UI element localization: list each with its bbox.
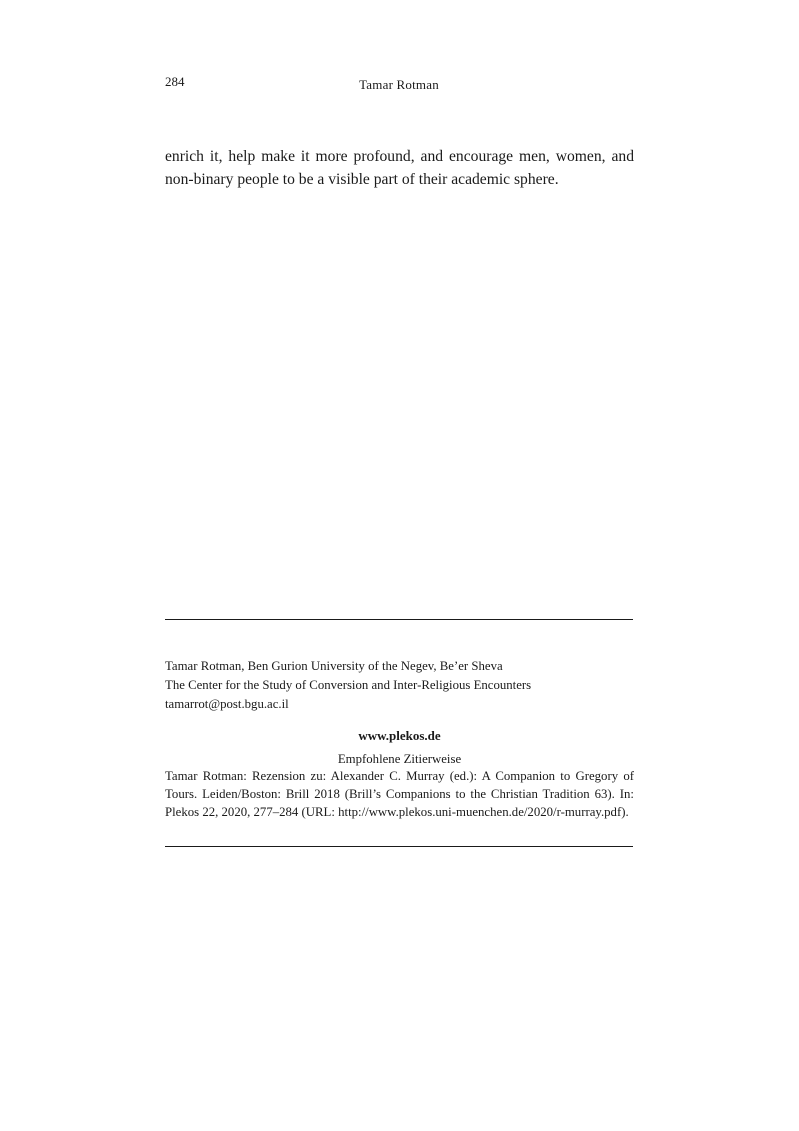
affiliation-line-center: The Center for the Study of Conversion and Inter-Religious Encounters	[165, 678, 532, 692]
footer-bottom-rule	[165, 846, 633, 847]
citation-heading: Empfohlene Zitierweise	[337, 752, 462, 766]
website-link[interactable]: www.plekos.de	[358, 728, 441, 743]
author-affiliation	[165, 657, 634, 714]
affiliation-line-email[interactable]: tamarrot@post.bgu.ac.il	[165, 697, 289, 711]
running-head-author: Tamar Rotman	[359, 77, 439, 92]
citation-text: Tamar Rotman: Rezension zu: Alexander C. Murray (ed.): A Companion to Gregory of Tours. Leiden/Boston: Brill 2018 (Brill’s Companions to the Christian Tradition 63). In: Plekos 22, 2020, 277–284 (URL: http://www.plekos.uni-muenchen.de/2020/r-murray.pdf).	[165, 769, 634, 819]
page-number: 284	[165, 74, 185, 89]
footer-top-rule	[165, 619, 633, 620]
body-paragraph: enrich it, help make it more profound, and encourage men, women, and non-binary people to be a visible part of their academic sphere.	[165, 148, 634, 188]
affiliation-line-institution: Tamar Rotman, Ben Gurion University of the Negev, Be’er Sheva	[165, 659, 503, 673]
